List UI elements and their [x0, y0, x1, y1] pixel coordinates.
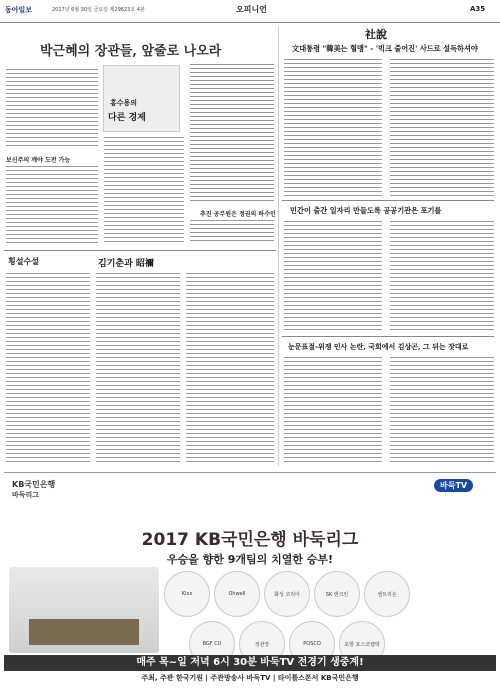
tv-logo: 바둑TV	[434, 479, 473, 492]
team-logo: BGF CU	[189, 621, 235, 667]
byline-title: 홍수용의	[110, 99, 138, 107]
team-logo: 화성 코리아	[264, 571, 310, 617]
advertisement[interactable]	[4, 472, 496, 689]
team-logo: 포항 포스코켐텍	[339, 621, 385, 667]
sub-heading: 추진 공무원은 정권의 하수인	[200, 211, 276, 218]
broadcast-schedule: 매주 목~일 저녁 6시 30분 바둑TV 전경기 생중계!	[4, 655, 496, 671]
sub-heading: 보신주의 깨야 도전 가능	[6, 157, 71, 164]
team-logo: 셀트리온	[364, 571, 410, 617]
editorial-label: 社說	[365, 28, 387, 41]
ad-title: 2017 KB국민은행 바둑리그	[141, 530, 359, 550]
column-headline: 박근혜의 장관들, 앞줄로 나오라	[40, 44, 222, 59]
ad-subtitle: 우승을 향한 9개팀의 치열한 승부!	[166, 553, 334, 566]
ad-footer: 주최, 주관 한국기원 | 주관방송사 바둑TV | 타이틀스폰서 KB국민은행	[141, 674, 359, 682]
team-logo: 정관장	[239, 621, 285, 667]
team-logo: Kixx	[164, 571, 210, 617]
editorial-headline: 文대통령 "韓美는 혈맹" - '빅크 줄어진' 사드로 설득하셔야	[292, 44, 478, 53]
newspaper-logo: 동아일보	[5, 6, 33, 14]
issue-date: 2017년 6월 30일 금요일 제29623호 4판	[52, 7, 145, 13]
go-player-photo	[9, 567, 159, 653]
page-number: A35	[470, 5, 486, 13]
team-logo: POSCO	[289, 621, 335, 667]
column-label: 횡설수설	[8, 257, 39, 266]
team-logo: Ohwell	[214, 571, 260, 617]
byline-name: 다른 경제	[108, 113, 146, 123]
section-title: 오피니언	[236, 5, 267, 14]
team-logo: SK 엔크린	[314, 571, 360, 617]
newspaper-header	[0, 0, 500, 23]
editorial-headline: 민간이 출간 일자리 만들도록 공공기관은 포기를	[290, 206, 442, 215]
go-board	[29, 619, 139, 645]
column-title: 김기춘과 昭禰	[98, 259, 154, 269]
ad-brand: KB국민은행 바둑리그	[12, 480, 56, 499]
editorial-headline: 눈문표절-위쟁 인사 논란, 국회에서 김상곤, 그 뒤는 잣대로	[288, 342, 469, 351]
